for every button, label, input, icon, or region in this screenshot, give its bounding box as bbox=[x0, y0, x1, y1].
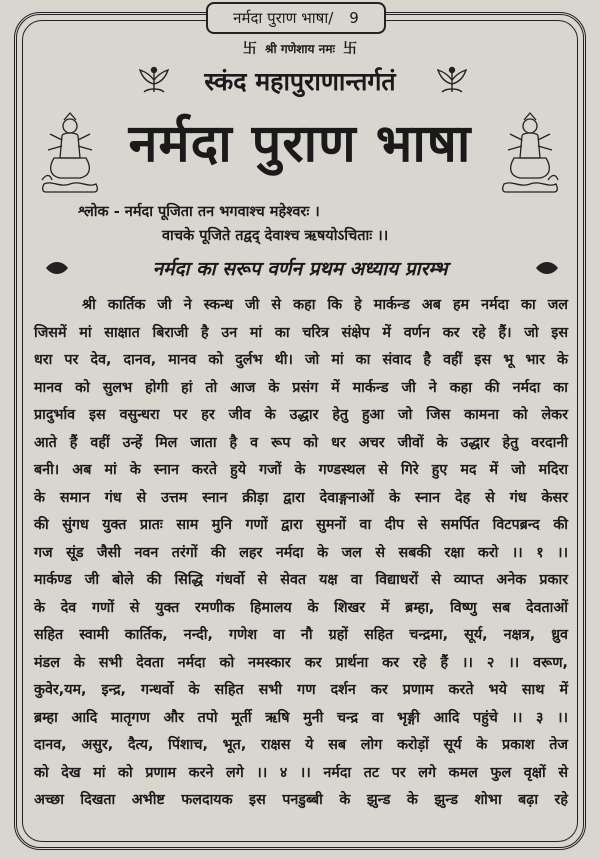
swastika-symbol-right: 卐 bbox=[343, 41, 358, 57]
running-header bbox=[206, 2, 386, 34]
leaf-ornament-icon bbox=[534, 258, 560, 278]
body-line: मानव को सुलभ होगी हां तो आज के प्रसंग में मार्कन्ड जी ने कहा की नर्मदा का bbox=[34, 379, 568, 396]
body-line: ब्रम्हा आदि मातृगण और तपो मूर्ती ऋषि मुनी चन्द्र वा भृङ्गी आदि पहुंचे ।। ३ ।। bbox=[34, 709, 568, 726]
chapter-heading: नर्मदा का सरूप वर्णन प्रथम अध्याय प्रारम्भ bbox=[152, 258, 448, 280]
swastika-symbol-left: 卐 bbox=[242, 41, 257, 57]
invocation-line bbox=[0, 38, 600, 58]
body-line: गज सूंड जैसी नवन तरंगों की लहर नर्मदा के जल से सबकी रक्षा करो ।। १ ।। bbox=[34, 544, 568, 561]
body-line: जिसमें मां साक्षात बिराजी है उन मां का चरित्र संक्षेप में वर्णन कर रहे हैं। जो इस bbox=[34, 324, 568, 341]
body-line: सहित स्वामी कार्तिक, नन्दी, गणेश वा नौ ग्रहों सहित चन्द्रमा, सूर्य, नक्षत्र, ध्रुव bbox=[34, 627, 568, 643]
header-title: नर्मदा पुराण भाषा/ bbox=[233, 9, 334, 27]
page-number: 9 bbox=[349, 9, 359, 27]
sub-heading: स्कंद महापुराणान्तर्गतं bbox=[204, 67, 396, 96]
body-text bbox=[34, 292, 568, 815]
body-line: आते हैं वहीं उन्हें मिल जाता है व रूप को धर अचर जीवों के उद्धार हेतु वरदानी bbox=[34, 434, 568, 451]
body-line: दानव, असुर, दैत्य, पिंशाच, भूत, राक्षस ये सब लोग करोड़ों सूर्य के प्रकाश तेज bbox=[34, 737, 568, 753]
body-line: मंडल के सभी देवता नर्मदा को नमस्कार कर प्रार्थना कर रहे हैं ।। २ ।। वरूण, bbox=[34, 654, 568, 671]
body-line: के देव गणों से युक्त रमणीक हिमालय के शिखर में ब्रम्हा, विष्णु सब देवताओं bbox=[34, 599, 568, 616]
body-line: अच्छा दिखता अभीष्ट फलदायक इस पनडुब्बी के झुन्ड के झुन्ड शोभा बढ़ा रहे bbox=[34, 792, 568, 808]
body-line: श्री कार्तिक जी ने स्कन्ध जी से कहा कि हे मार्कन्ड अब हम नर्मदा का जल bbox=[82, 297, 568, 313]
body-line: बनी। अब मां के स्नान करते हुये गजों के गण्डस्थल से गिरे हुए मद में जो मदिरा bbox=[34, 462, 568, 478]
body-line: प्रादुर्भाव इस वसुन्धरा पर हर जीव के उद्धार हेतु हुआ जो जिस कामना को लेकर bbox=[34, 407, 568, 423]
body-line: मार्कण्ड जी बोले की सिद्धि गंधर्वो से सेवत यक्ष वा विद्याधरों से व्याप्त अनेक प्रकार bbox=[34, 572, 568, 588]
main-title: नर्मदा पुराण भाषा bbox=[128, 113, 472, 174]
invocation-text: श्री गणेशाय नमः bbox=[265, 42, 335, 56]
body-line: कुवेर,यम, इन्द्र, गन्धर्वो के सहित सभी गण दर्शन कर प्रणाम करते भये साथ में bbox=[34, 682, 568, 698]
body-line: धरा पर देव, दानव, मानव को दुर्लभ थी। जो मां का संवाद है वहीं इस भू भार के bbox=[34, 352, 568, 368]
shloka-verse bbox=[78, 200, 558, 248]
body-line: के समान गंध से उत्तम स्नान क्रीड़ा द्वारा देवाङ्गनाओं के स्नान देह से गंध केसर bbox=[34, 489, 568, 506]
shloka-line: श्लोक - नर्मदा पूजिता तन भगवाश्च महेश्वरः । bbox=[78, 204, 320, 220]
body-line: को देख मां को प्रणाम करने लगे ।। ४ ।। नर्मदा तट पर लगे कमल फुल वृक्षों से bbox=[34, 764, 568, 781]
body-line: की सुंगध युक्त प्रातः साम मुनि गणों द्वारा सुमनों वा दीप से समर्पित विटपब्रन्द की bbox=[34, 517, 568, 533]
shloka-line: वाचके पूजिते तद्वद् देवाश्च ऋषयोऽचिताः ।। bbox=[162, 228, 389, 244]
